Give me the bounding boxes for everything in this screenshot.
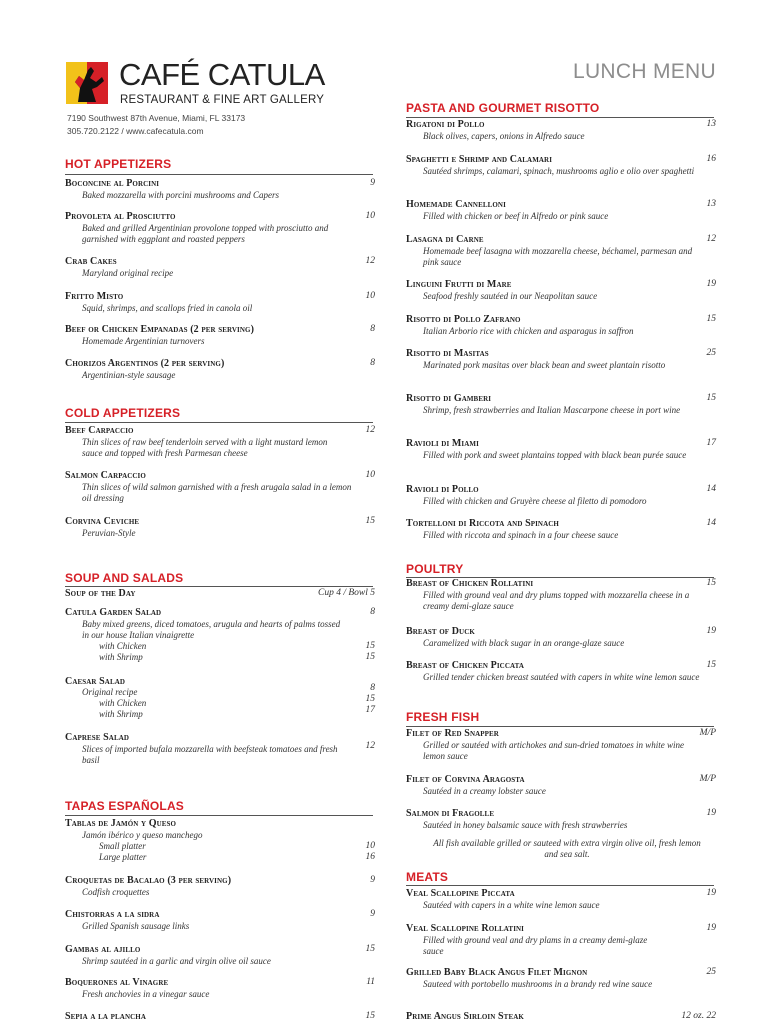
- item-price: 17: [706, 438, 716, 448]
- item-description: Maryland original recipe: [82, 268, 174, 278]
- option-label: Small platter: [99, 841, 146, 851]
- item-name: Sepia a la plancha: [65, 1011, 146, 1022]
- item-name: Prime Angus Sirloin Steak: [406, 1011, 524, 1022]
- section-title-soup-and-salads: SOUP AND SALADS: [65, 571, 184, 585]
- item-price: 16: [706, 154, 716, 164]
- item-description: Sautéed shrimps, calamari, spinach, mushrooms aglio e olio over spaghetti: [423, 166, 695, 176]
- item-price: 15: [706, 578, 716, 588]
- item-price: 25: [706, 967, 716, 977]
- item-price: 15: [365, 516, 375, 526]
- section-divider: [406, 726, 714, 727]
- item-name: Rigatoni di Pollo: [406, 119, 485, 130]
- item-name: Risotto di Pollo Zafrano: [406, 314, 521, 325]
- item-price: 19: [706, 923, 716, 933]
- item-name: Chistorras a la sidra: [65, 909, 160, 920]
- item-name: Tablas de Jamón y Queso: [65, 818, 177, 829]
- item-name: Veal Scallopine Piccata: [406, 888, 515, 899]
- item-price: 19: [706, 808, 716, 818]
- item-description: Shrimp, fresh strawberries and Italian Mascarpone cheese in port wine: [423, 405, 681, 415]
- section-divider: [65, 422, 373, 423]
- option-label: with Chicken: [99, 698, 147, 708]
- option-label: with Shrimp: [99, 709, 143, 719]
- item-description: Sauteed with portobello mushrooms in a brandy red wine sauce: [423, 979, 653, 989]
- item-description: Filled with ground veal and dry plams in a creamy demi-glaze sauce: [423, 935, 648, 956]
- item-description: Jamón ibérico y queso manchego: [82, 830, 203, 840]
- item-name: Boquerones al Vinagre: [65, 977, 169, 988]
- item-name: Chorizos Argentinos (2 per serving): [65, 358, 225, 369]
- item-name: Boconcine al Porcini: [65, 178, 160, 189]
- item-name: Filet of Red Snapper: [406, 728, 499, 739]
- item-name: Ravioli di Pollo: [406, 484, 479, 495]
- option-price: 15: [365, 694, 375, 704]
- item-name: Corvina Ceviche: [65, 516, 140, 527]
- item-description: Shrimp sautéed in a garlic and virgin olive oil sauce: [82, 956, 271, 966]
- option-price: 15: [365, 652, 375, 662]
- item-price: 10: [365, 291, 375, 301]
- item-description: Thin slices of wild salmon garnished with a fresh arugala salad in a lemon oil dressing: [82, 482, 352, 503]
- section-divider: [65, 174, 373, 175]
- item-price: M/P: [699, 728, 716, 738]
- brand-tagline: RESTAURANT & FINE ART GALLERY: [120, 94, 325, 106]
- item-description: Seafood freshly sautéed in our Neapolitan sauce: [423, 291, 598, 301]
- item-price: Cup 4 / Bowl 5: [317, 588, 375, 598]
- item-description: Codfish croquettes: [82, 887, 150, 897]
- item-description: Squid, shrimps, and scallops fried in canola oil: [82, 303, 253, 313]
- item-price: 15: [706, 393, 716, 403]
- item-name: Lasagna di Carne: [406, 234, 484, 245]
- item-name: Salmon Carpaccio: [65, 470, 146, 481]
- item-description: Baked mozzarella with porcini mushrooms and Capers: [82, 190, 279, 200]
- item-description: Grilled or sautéed with artichokes and sun-dried tomatoes in white wine lemon sauce: [423, 740, 684, 761]
- item-name: Grilled Baby Black Angus Filet Mignon: [406, 967, 588, 978]
- item-price: 11: [366, 977, 375, 987]
- item-description: Slices of imported bufala mozzarella with beefsteak tomatoes and fresh basil: [82, 744, 338, 765]
- item-description: Grilled Spanish sausage links: [82, 921, 190, 931]
- item-name: Tortelloni di Riccota and Spinach: [406, 518, 559, 529]
- item-name: Linguini Frutti di Mare: [406, 279, 512, 290]
- item-price: 13: [706, 119, 716, 129]
- item-name: Veal Scallopine Rollatini: [406, 923, 525, 934]
- option-price: 8: [370, 683, 375, 693]
- item-price: M/P: [699, 774, 716, 784]
- menu-item: [65, 607, 375, 665]
- item-price: 14: [706, 518, 716, 528]
- item-name: Filet of Corvina Aragosta: [406, 774, 525, 785]
- cafe-catula-logo: [66, 62, 108, 104]
- item-name: Beef Carpaccio: [65, 425, 134, 436]
- item-price: 19: [706, 626, 716, 636]
- item-name: Beef or Chicken Empanadas (2 per serving): [65, 324, 255, 335]
- item-description: Baby mixed greens, diced tomatoes, arugula and hearts of palms tossed in our house Italian vinaigrette: [82, 619, 341, 640]
- option-label: Large platter: [99, 852, 147, 862]
- menu-title: LUNCH MENU: [572, 60, 716, 83]
- item-name: Croquetas de Bacalao (3 per serving): [65, 875, 232, 886]
- item-description: Homemade Argentinian turnovers: [82, 336, 205, 346]
- item-name: Homemade Cannelloni: [406, 199, 506, 210]
- item-description: Peruvian-Style: [82, 528, 136, 538]
- item-description: Marinated pork masitas over black bean and sweet plantain risotto: [423, 360, 666, 370]
- fish-note: All fish available grilled or sauteed with extra virgin olive oil, fresh lemon and sea salt.: [433, 838, 701, 859]
- item-price: 19: [706, 279, 716, 289]
- item-name: Risotto di Masitas: [406, 348, 489, 359]
- item-name: Spaghetti e Shrimp and Calamari: [406, 154, 553, 165]
- option-price: 15: [365, 641, 375, 651]
- item-description: Filled with ground veal and dry plums topped with mozzarella cheese in a creamy demi-glaze sauce: [423, 590, 690, 611]
- item-price: 12: [365, 741, 375, 751]
- item-price: 15: [706, 660, 716, 670]
- item-price: 14: [706, 484, 716, 494]
- contact-info: 305.720.2122 / www.cafecatula.com: [67, 126, 204, 136]
- item-price: 9: [370, 875, 375, 885]
- section-title-hot-appetizers: HOT APPETIZERS: [65, 157, 172, 171]
- item-description: Homemade beef lasagna with mozzarella cheese, béchamel, parmesan and pink sauce: [423, 246, 693, 267]
- item-price: 15: [706, 314, 716, 324]
- option-price: 16: [365, 852, 375, 862]
- section-divider: [65, 815, 373, 816]
- item-description: Baked and grilled Argentinian provolone topped with prosciutto and garnished with eggplant and roasted peppers: [82, 223, 329, 244]
- item-description: Grilled tender chicken breast sautéed with capers in white wine lemon sauce: [423, 672, 700, 682]
- section-title-pasta-and-gourmet-risotto: PASTA AND GOURMET RISOTTO: [406, 101, 600, 115]
- item-price: 15: [365, 1011, 375, 1021]
- section-title-cold-appetizers: COLD APPETIZERS: [65, 406, 181, 420]
- item-price: 12 oz. 22: [681, 1011, 716, 1021]
- item-description: Italian Arborio rice with chicken and asparagus in saffron: [423, 326, 634, 336]
- item-price: 10: [365, 211, 375, 221]
- option-price: 10: [365, 841, 375, 851]
- option-label: with Shrimp: [99, 652, 143, 662]
- item-description: Argentinian-style sausage: [82, 370, 176, 380]
- item-description: Fresh anchovies in a vinegar sauce: [82, 989, 210, 999]
- item-name: Provoleta al Prosciutto: [65, 211, 176, 222]
- section-title-poultry: POULTRY: [406, 562, 464, 576]
- section-title-tapas-espanolas: TAPAS ESPAÑOLAS: [65, 799, 185, 813]
- item-name: Fritto Misto: [65, 291, 124, 302]
- option-price: 17: [365, 705, 375, 715]
- item-name: Caprese Salad: [65, 732, 130, 743]
- item-price: 12: [365, 425, 375, 435]
- item-description: Filled with riccota and spinach in a four cheese sauce: [423, 530, 619, 540]
- item-description: Filled with chicken or beef in Alfredo or pink sauce: [423, 211, 609, 221]
- item-name: Caesar Salad: [65, 676, 126, 687]
- item-price: 12: [706, 234, 716, 244]
- item-name: Ravioli di Miami: [406, 438, 479, 449]
- section-divider: [406, 885, 714, 886]
- item-description: Caramelized with black sugar in an orange-glaze sauce: [423, 638, 625, 648]
- item-price: 13: [706, 199, 716, 209]
- item-description: Sautéed with capers in a white wine lemon sauce: [423, 900, 600, 910]
- brand-name: CAFÉ CATULA: [119, 57, 325, 92]
- item-description: Black olives, capers, onions in Alfredo sauce: [423, 131, 585, 141]
- option-label: with Chicken: [99, 641, 147, 651]
- item-name: Soup of the Day: [65, 588, 136, 599]
- item-description: Filled with pork and sweet plantains topped with black bean purée sauce: [423, 450, 687, 460]
- item-price: 8: [370, 607, 375, 617]
- item-price: 15: [365, 944, 375, 954]
- item-description: Thin slices of raw beef tenderloin served with a light mustard lemon sauce and topped with fresh Parmesan cheese: [82, 437, 328, 458]
- section-title-fresh-fish: FRESH FISH: [406, 710, 480, 724]
- item-name: Breast of Duck: [406, 626, 475, 637]
- menu-item: [65, 818, 375, 866]
- item-price: 12: [365, 256, 375, 266]
- item-name: Gambas al ajillo: [65, 944, 141, 955]
- item-name: Catula Garden Salad: [65, 607, 162, 618]
- item-description: Sautéed in honey balsamic sauce with fresh strawberries: [423, 820, 628, 830]
- item-price: 25: [706, 348, 716, 358]
- item-name: Breast of Chicken Rollatini: [406, 578, 534, 589]
- item-name: Crab Cakes: [65, 256, 117, 267]
- item-price: 10: [365, 470, 375, 480]
- item-name: Breast of Chicken Piccata: [406, 660, 525, 671]
- item-price: 19: [706, 888, 716, 898]
- item-price: 8: [370, 324, 375, 334]
- item-description: Filled with chicken and Gruyère cheese al filetto di pomodoro: [423, 496, 647, 506]
- section-title-meats: MEATS: [406, 870, 449, 884]
- item-price: 9: [370, 909, 375, 919]
- section-divider: [65, 586, 373, 587]
- item-name: Risotto di Gamberi: [406, 393, 492, 404]
- address: 7190 Southwest 87th Avenue, Miami, FL 33173: [67, 113, 246, 123]
- item-description: Sautéed in a creamy lobster sauce: [423, 786, 546, 796]
- menu-item: [65, 676, 375, 724]
- item-price: 9: [370, 178, 375, 188]
- item-name: Salmon di Fragolle: [406, 808, 495, 819]
- section-divider: [406, 117, 714, 118]
- option-label: Original recipe: [82, 687, 138, 697]
- item-price: 8: [370, 358, 375, 368]
